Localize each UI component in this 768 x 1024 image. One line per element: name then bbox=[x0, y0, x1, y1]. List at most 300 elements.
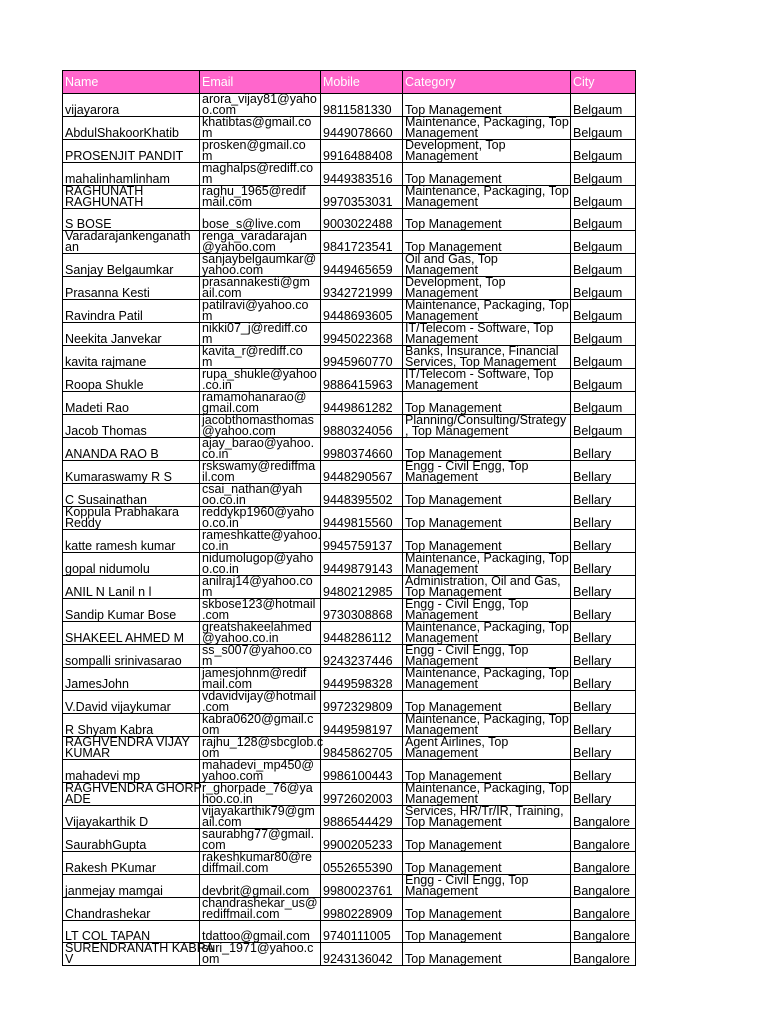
cell-category-line: Top Management bbox=[405, 700, 502, 715]
cell-category-line: Top Management bbox=[405, 240, 502, 255]
cell-city[interactable]: Belgaum bbox=[571, 346, 636, 369]
table-row bbox=[63, 691, 636, 714]
cell-email[interactable] bbox=[200, 645, 321, 668]
cell-email[interactable] bbox=[200, 714, 321, 737]
cell-city[interactable]: Bellary bbox=[571, 691, 636, 714]
cell-name[interactable] bbox=[63, 714, 200, 737]
cell-category[interactable] bbox=[403, 645, 571, 668]
cell-email[interactable] bbox=[200, 735, 324, 761]
cell-name-line: Chandrashekar bbox=[65, 907, 151, 922]
cell-email-line: m bbox=[202, 355, 213, 370]
cell-city[interactable]: Belgaum bbox=[571, 117, 636, 140]
cell-category[interactable] bbox=[403, 209, 571, 231]
table-row bbox=[63, 163, 636, 186]
cell-email[interactable] bbox=[200, 852, 321, 875]
cell-city[interactable]: Belgaum bbox=[571, 140, 636, 163]
cell-category-line: Top Management bbox=[405, 447, 502, 462]
cell-email[interactable] bbox=[200, 943, 321, 966]
cell-mobile[interactable]: 9449383516 bbox=[321, 163, 403, 186]
cell-email[interactable] bbox=[200, 254, 321, 277]
table-row bbox=[63, 943, 636, 966]
table-row bbox=[63, 438, 636, 461]
cell-mobile[interactable]: 9003022488 bbox=[321, 209, 403, 231]
cell-email-line: jamesjohnm@redif bbox=[202, 666, 307, 681]
cell-category[interactable] bbox=[403, 691, 571, 714]
cell-email[interactable] bbox=[200, 507, 321, 530]
table-row bbox=[63, 737, 636, 760]
cell-email-line: il.com bbox=[202, 470, 235, 485]
cell-email[interactable] bbox=[200, 186, 321, 209]
cell-email-line: om bbox=[202, 746, 220, 761]
cell-name[interactable] bbox=[63, 277, 200, 300]
cell-email[interactable] bbox=[200, 415, 321, 438]
cell-city[interactable]: Bellary bbox=[571, 622, 636, 645]
cell-email[interactable] bbox=[200, 461, 321, 484]
cell-name[interactable] bbox=[63, 507, 200, 530]
cell-email-line: kavita_r@rediff.co bbox=[202, 344, 303, 359]
cell-city[interactable]: Bellary bbox=[571, 714, 636, 737]
cell-mobile[interactable]: 9740111005 bbox=[321, 921, 403, 943]
cell-name[interactable] bbox=[63, 231, 200, 254]
cell-category-line: Services, HR/Tr/IR, Training, bbox=[405, 804, 564, 819]
cell-category[interactable] bbox=[403, 898, 571, 921]
cell-mobile[interactable]: 9900205233 bbox=[321, 829, 403, 852]
cell-category-line: Management bbox=[405, 309, 478, 324]
cell-email-line: nidumolugop@yaho bbox=[202, 551, 314, 566]
cell-category[interactable] bbox=[403, 921, 571, 943]
cell-name[interactable] bbox=[63, 875, 200, 898]
cell-category[interactable] bbox=[403, 668, 571, 691]
cell-mobile[interactable]: 9970353031 bbox=[321, 186, 403, 209]
cell-mobile[interactable]: 9980374660 bbox=[321, 438, 403, 461]
cell-category-line: Engg - Civil Engg, Top bbox=[405, 643, 529, 658]
cell-name-line: S BOSE bbox=[65, 217, 112, 232]
cell-category-line: Management bbox=[405, 631, 478, 646]
cell-category[interactable] bbox=[403, 737, 571, 760]
cell-city[interactable]: Belgaum bbox=[571, 163, 636, 186]
cell-mobile[interactable]: 9243237446 bbox=[321, 645, 403, 668]
cell-email[interactable] bbox=[200, 140, 321, 163]
cell-mobile[interactable]: 9342721999 bbox=[321, 277, 403, 300]
cell-mobile[interactable]: 9449465659 bbox=[321, 254, 403, 277]
cell-city[interactable]: Belgaum bbox=[571, 94, 636, 117]
table-row bbox=[63, 875, 636, 898]
cell-email-line: suri_1971@yahoo.c bbox=[202, 941, 314, 956]
cell-city[interactable]: Bangalore bbox=[571, 898, 636, 921]
table-row bbox=[63, 369, 636, 392]
cell-name[interactable] bbox=[63, 140, 200, 163]
cell-category[interactable] bbox=[403, 438, 571, 461]
cell-city[interactable]: Bellary bbox=[571, 668, 636, 691]
cell-email-line: prasannakesti@gm bbox=[202, 275, 310, 290]
cell-email-line: mail.com bbox=[202, 195, 253, 209]
cell-name[interactable] bbox=[63, 668, 200, 691]
cell-email-line: o.co.in bbox=[202, 516, 239, 531]
cell-email-line: chandrashekar_us@ bbox=[202, 896, 318, 911]
cell-name-line: ANIL N Lanil n l bbox=[65, 585, 152, 600]
cell-category[interactable] bbox=[403, 231, 571, 254]
cell-email[interactable] bbox=[200, 369, 321, 392]
cell-name-line: Rakesh PKumar bbox=[65, 861, 157, 876]
cell-email-line: renga_varadarajan bbox=[202, 229, 307, 244]
cell-city[interactable]: Bellary bbox=[571, 576, 636, 599]
cell-category[interactable] bbox=[403, 530, 571, 553]
column-header-category[interactable]: Category bbox=[403, 71, 571, 94]
cell-name[interactable] bbox=[63, 898, 200, 921]
cell-category[interactable] bbox=[403, 622, 571, 645]
cell-mobile[interactable]: 9886544429 bbox=[321, 806, 403, 829]
cell-category[interactable] bbox=[403, 852, 571, 875]
cell-email[interactable] bbox=[200, 300, 321, 323]
cell-name[interactable] bbox=[63, 392, 200, 415]
cell-email[interactable] bbox=[200, 668, 321, 691]
cell-name-line: ANANDA RAO B bbox=[65, 447, 159, 462]
cell-category[interactable] bbox=[403, 576, 571, 599]
cell-category[interactable] bbox=[403, 277, 571, 300]
cell-category[interactable] bbox=[403, 829, 571, 852]
cell-email-line: bose_s@live.com bbox=[202, 217, 301, 232]
cell-category[interactable] bbox=[403, 163, 571, 186]
cell-name[interactable] bbox=[63, 553, 200, 576]
cell-category-line: IT/Telecom - Software, Top bbox=[405, 367, 554, 382]
cell-city[interactable]: Bellary bbox=[571, 760, 636, 783]
cell-category-line: Management bbox=[405, 378, 478, 393]
cell-email-line: kabra0620@gmail.c bbox=[202, 712, 314, 727]
cell-category[interactable] bbox=[403, 392, 571, 415]
table-row bbox=[63, 231, 636, 254]
cell-name-line: C Susainathan bbox=[65, 493, 148, 508]
cell-city[interactable]: Bellary bbox=[571, 461, 636, 484]
cell-email-line: com bbox=[202, 838, 226, 853]
cell-email-line: rskswamy@rediffma bbox=[202, 459, 316, 474]
cell-name[interactable] bbox=[63, 117, 200, 140]
cell-name[interactable] bbox=[63, 576, 200, 599]
cell-mobile[interactable]: 9448286112 bbox=[321, 622, 403, 645]
cell-email-line: m bbox=[202, 126, 213, 140]
cell-name[interactable] bbox=[63, 852, 200, 875]
cell-mobile[interactable]: 9448395502 bbox=[321, 484, 403, 507]
cell-category-line: Maintenance, Packaging, Top bbox=[405, 781, 569, 796]
cell-mobile[interactable]: 9916488408 bbox=[321, 140, 403, 163]
table-row bbox=[63, 622, 636, 645]
cell-category[interactable] bbox=[403, 300, 571, 323]
cell-email[interactable] bbox=[200, 323, 321, 346]
cell-city[interactable]: Bangalore bbox=[571, 943, 636, 966]
cell-city[interactable]: Belgaum bbox=[571, 369, 636, 392]
cell-name[interactable] bbox=[63, 691, 200, 714]
cell-city[interactable]: Bellary bbox=[571, 737, 636, 760]
cell-email[interactable] bbox=[200, 94, 321, 117]
cell-category-line: Engg - Civil Engg, Top bbox=[405, 873, 529, 888]
cell-city[interactable]: Bellary bbox=[571, 553, 636, 576]
cell-city[interactable]: Belgaum bbox=[571, 300, 636, 323]
cell-email[interactable] bbox=[200, 553, 321, 576]
cell-city[interactable]: Bangalore bbox=[571, 852, 636, 875]
cell-email-line: m bbox=[202, 309, 213, 324]
column-header-email[interactable]: Email bbox=[200, 71, 321, 94]
cell-category[interactable] bbox=[403, 943, 571, 966]
cell-email[interactable] bbox=[200, 875, 321, 898]
cell-email[interactable] bbox=[200, 576, 321, 599]
cell-mobile[interactable]: 9811581330 bbox=[321, 94, 403, 117]
cell-city[interactable]: Belgaum bbox=[571, 254, 636, 277]
cell-category[interactable] bbox=[403, 117, 571, 140]
cell-email[interactable] bbox=[200, 691, 321, 714]
cell-name-line: gopal nidumolu bbox=[65, 562, 150, 577]
cell-name-line: RAGHVENDRA VIJAY bbox=[65, 735, 190, 750]
cell-category[interactable] bbox=[403, 484, 571, 507]
cell-email-line: arora_vijay81@yaho bbox=[202, 92, 317, 106]
cell-category[interactable] bbox=[403, 369, 571, 392]
cell-category[interactable] bbox=[403, 553, 571, 576]
cell-mobile[interactable]: 9449078660 bbox=[321, 117, 403, 140]
table-row bbox=[63, 668, 636, 691]
cell-email[interactable] bbox=[200, 392, 321, 415]
cell-mobile[interactable]: 9880324056 bbox=[321, 415, 403, 438]
cell-email-line: yahoo.com bbox=[202, 263, 264, 278]
cell-email-line: o.com bbox=[202, 103, 237, 117]
cell-category-line: Maintenance, Packaging, Top bbox=[405, 184, 569, 198]
cell-mobile[interactable]: 9730308868 bbox=[321, 599, 403, 622]
cell-category[interactable] bbox=[403, 461, 571, 484]
cell-category-line: Top Management bbox=[405, 217, 502, 232]
cell-city[interactable]: Belgaum bbox=[571, 186, 636, 209]
column-header-mobile[interactable]: Mobile bbox=[321, 71, 403, 94]
cell-category-line: Services, Top Management bbox=[405, 355, 557, 370]
cell-city[interactable]: Bangalore bbox=[571, 806, 636, 829]
cell-email-line: anilraj14@yahoo.co bbox=[202, 574, 313, 589]
cell-city[interactable]: Bangalore bbox=[571, 921, 636, 943]
cell-category-line: Management bbox=[405, 884, 478, 899]
cell-name-line: Neekita Janvekar bbox=[65, 332, 162, 347]
cell-category[interactable] bbox=[403, 323, 571, 346]
cell-name[interactable] bbox=[63, 645, 200, 668]
cell-category[interactable] bbox=[403, 94, 571, 117]
cell-category-line: Administration, Oil and Gas, bbox=[405, 574, 561, 589]
cell-category-line: Maintenance, Packaging, Top bbox=[405, 620, 569, 635]
cell-email-line: hoo.co.in bbox=[202, 792, 253, 807]
cell-email[interactable] bbox=[200, 622, 321, 645]
cell-mobile[interactable]: 9841723541 bbox=[321, 231, 403, 254]
cell-mobile[interactable]: 9986100443 bbox=[321, 760, 403, 783]
column-header-name[interactable]: Name bbox=[63, 71, 200, 94]
cell-name[interactable] bbox=[63, 94, 200, 117]
cell-email-line: ail.com bbox=[202, 286, 242, 301]
cell-city[interactable]: Bellary bbox=[571, 599, 636, 622]
cell-email-line: co.in bbox=[202, 539, 229, 554]
cell-city[interactable]: Belgaum bbox=[571, 231, 636, 254]
cell-mobile[interactable]: 9980228909 bbox=[321, 898, 403, 921]
cell-mobile[interactable]: 9448693605 bbox=[321, 300, 403, 323]
cell-category-line: Management bbox=[405, 195, 478, 209]
cell-mobile[interactable]: 9972329809 bbox=[321, 691, 403, 714]
cell-city[interactable]: Belgaum bbox=[571, 392, 636, 415]
cell-mobile[interactable]: 9845862705 bbox=[321, 737, 403, 760]
cell-category-line: Top Management bbox=[405, 769, 502, 784]
cell-email-line: om bbox=[202, 723, 220, 738]
cell-category-line: Top Management bbox=[405, 493, 502, 508]
cell-name[interactable] bbox=[63, 921, 200, 943]
cell-category-line: Management bbox=[405, 608, 478, 623]
cell-category-line: Development, Top bbox=[405, 138, 506, 152]
cell-city[interactable]: Bellary bbox=[571, 507, 636, 530]
cell-name-line: SURENDRANATH KABRA bbox=[65, 941, 215, 956]
cell-email-line: vijayakarthik79@gm bbox=[202, 804, 315, 819]
cell-category[interactable] bbox=[403, 760, 571, 783]
cell-name[interactable] bbox=[63, 783, 200, 806]
cell-category[interactable] bbox=[403, 714, 571, 737]
cell-mobile[interactable]: 9480212985 bbox=[321, 576, 403, 599]
cell-city[interactable]: Bangalore bbox=[571, 829, 636, 852]
cell-name[interactable] bbox=[63, 323, 200, 346]
cell-name[interactable] bbox=[63, 346, 200, 369]
cell-category[interactable] bbox=[403, 507, 571, 530]
table-row bbox=[63, 277, 636, 300]
cell-city[interactable]: Bangalore bbox=[571, 875, 636, 898]
cell-category-line: Top Management bbox=[405, 585, 502, 600]
cell-name[interactable] bbox=[63, 599, 200, 622]
cell-name-line: katte ramesh kumar bbox=[65, 539, 176, 554]
cell-city[interactable]: Belgaum bbox=[571, 323, 636, 346]
cell-mobile[interactable]: 9980023761 bbox=[321, 875, 403, 898]
cell-category[interactable] bbox=[403, 415, 571, 438]
cell-category[interactable] bbox=[403, 783, 571, 806]
cell-category-line: Management bbox=[405, 746, 478, 761]
cell-city[interactable]: Bellary bbox=[571, 530, 636, 553]
cell-email-line: reddykp1960@yaho bbox=[202, 505, 315, 520]
cell-category-line: Management bbox=[405, 332, 478, 347]
cell-mobile[interactable]: 9449879143 bbox=[321, 553, 403, 576]
cell-email[interactable] bbox=[200, 760, 321, 783]
table-row bbox=[63, 760, 636, 783]
cell-email-line: khatibtas@gmail.co bbox=[202, 115, 312, 129]
cell-mobile[interactable]: 9243136042 bbox=[321, 943, 403, 966]
table-row bbox=[63, 921, 636, 943]
cell-city[interactable]: Belgaum bbox=[571, 277, 636, 300]
cell-email-line: mahadevi_mp450@ bbox=[202, 758, 315, 773]
cell-city[interactable]: Bellary bbox=[571, 438, 636, 461]
cell-mobile[interactable]: 9945960770 bbox=[321, 346, 403, 369]
cell-mobile[interactable]: 9972602003 bbox=[321, 783, 403, 806]
cell-mobile[interactable]: 9449861282 bbox=[321, 392, 403, 415]
cell-name-line: Koppula Prabhakara bbox=[65, 505, 179, 520]
cell-city[interactable]: Bellary bbox=[571, 484, 636, 507]
cell-name-line: an bbox=[65, 240, 79, 255]
cell-mobile[interactable]: 9449598197 bbox=[321, 714, 403, 737]
cell-city[interactable]: Belgaum bbox=[571, 209, 636, 231]
cell-name[interactable] bbox=[63, 737, 200, 760]
cell-mobile[interactable]: 9886415963 bbox=[321, 369, 403, 392]
cell-name[interactable] bbox=[63, 461, 200, 484]
cell-mobile[interactable]: 9449598328 bbox=[321, 668, 403, 691]
cell-category[interactable] bbox=[403, 346, 571, 369]
cell-category-line: Top Management bbox=[405, 861, 502, 876]
cell-category-line: Top Management bbox=[405, 539, 502, 554]
cell-category-line: Management bbox=[405, 562, 478, 577]
contacts-table bbox=[62, 70, 636, 966]
cell-name[interactable] bbox=[63, 186, 200, 209]
cell-email[interactable] bbox=[200, 277, 321, 300]
cell-name[interactable] bbox=[63, 760, 200, 783]
cell-email-line: ss_s007@yahoo.co bbox=[202, 643, 312, 658]
cell-name[interactable] bbox=[63, 438, 200, 461]
cell-name-line: kavita rajmane bbox=[65, 355, 147, 370]
cell-name-line: V.David vijaykumar bbox=[65, 700, 171, 715]
cell-name[interactable] bbox=[63, 484, 200, 507]
cell-email[interactable] bbox=[200, 783, 321, 806]
cell-email-line: @yahoo.com bbox=[202, 424, 276, 439]
cell-category[interactable] bbox=[403, 254, 571, 277]
cell-email[interactable] bbox=[200, 438, 321, 461]
cell-name[interactable] bbox=[63, 209, 200, 231]
cell-name-line: R Shyam Kabra bbox=[65, 723, 154, 738]
cell-category-line: Banks, Insurance, Financial bbox=[405, 344, 559, 359]
cell-email[interactable] bbox=[200, 163, 321, 186]
cell-email[interactable] bbox=[200, 806, 321, 829]
column-header-city[interactable]: City bbox=[571, 71, 636, 94]
table-row bbox=[63, 576, 636, 599]
cell-name-line: Kumaraswamy R S bbox=[65, 470, 172, 485]
cell-email[interactable] bbox=[200, 530, 321, 553]
cell-mobile[interactable]: 0552655390 bbox=[321, 852, 403, 875]
cell-category[interactable] bbox=[403, 806, 571, 829]
cell-email-line: .co.in bbox=[202, 378, 232, 393]
cell-email[interactable] bbox=[200, 599, 321, 622]
cell-email[interactable] bbox=[200, 346, 321, 369]
cell-city[interactable]: Bellary bbox=[571, 645, 636, 668]
cell-category-line: , Top Management bbox=[405, 424, 509, 439]
cell-city[interactable]: Bellary bbox=[571, 783, 636, 806]
cell-email-line: jacobthomasthomas bbox=[202, 413, 314, 428]
cell-category-line: Management bbox=[405, 677, 478, 692]
cell-mobile[interactable]: 9449815560 bbox=[321, 507, 403, 530]
cell-category[interactable] bbox=[403, 875, 571, 898]
cell-mobile[interactable]: 9945759137 bbox=[321, 530, 403, 553]
cell-city[interactable]: Belgaum bbox=[571, 415, 636, 438]
cell-category[interactable] bbox=[403, 140, 571, 163]
cell-name[interactable] bbox=[63, 415, 200, 438]
cell-name[interactable] bbox=[63, 806, 200, 829]
cell-name[interactable] bbox=[63, 622, 200, 645]
cell-category[interactable] bbox=[403, 599, 571, 622]
cell-category-line: Development, Top bbox=[405, 275, 506, 290]
cell-email[interactable] bbox=[200, 921, 321, 943]
cell-mobile[interactable]: 9945022368 bbox=[321, 323, 403, 346]
cell-category-line: Maintenance, Packaging, Top bbox=[405, 298, 569, 313]
cell-category[interactable] bbox=[403, 186, 571, 209]
cell-name[interactable] bbox=[63, 254, 200, 277]
cell-email-line: prosken@gmail.co bbox=[202, 138, 306, 152]
cell-category-line: Maintenance, Packaging, Top bbox=[405, 666, 569, 681]
cell-email[interactable] bbox=[200, 231, 321, 254]
cell-name-line: AbdulShakoorKhatib bbox=[65, 126, 179, 140]
cell-name[interactable] bbox=[63, 829, 200, 852]
table-row bbox=[63, 461, 636, 484]
cell-name[interactable] bbox=[63, 163, 200, 186]
cell-name[interactable] bbox=[63, 300, 200, 323]
cell-email[interactable] bbox=[200, 898, 321, 921]
cell-email[interactable] bbox=[200, 117, 321, 140]
cell-category-line: Management bbox=[405, 723, 478, 738]
cell-email[interactable] bbox=[200, 484, 321, 507]
cell-email[interactable] bbox=[200, 829, 321, 852]
cell-mobile[interactable]: 9448290567 bbox=[321, 461, 403, 484]
cell-name[interactable] bbox=[63, 530, 200, 553]
cell-email[interactable] bbox=[200, 209, 321, 231]
cell-name[interactable] bbox=[63, 369, 200, 392]
cell-name-line: KUMAR bbox=[65, 746, 111, 761]
cell-category-line: Top Management bbox=[405, 815, 502, 830]
